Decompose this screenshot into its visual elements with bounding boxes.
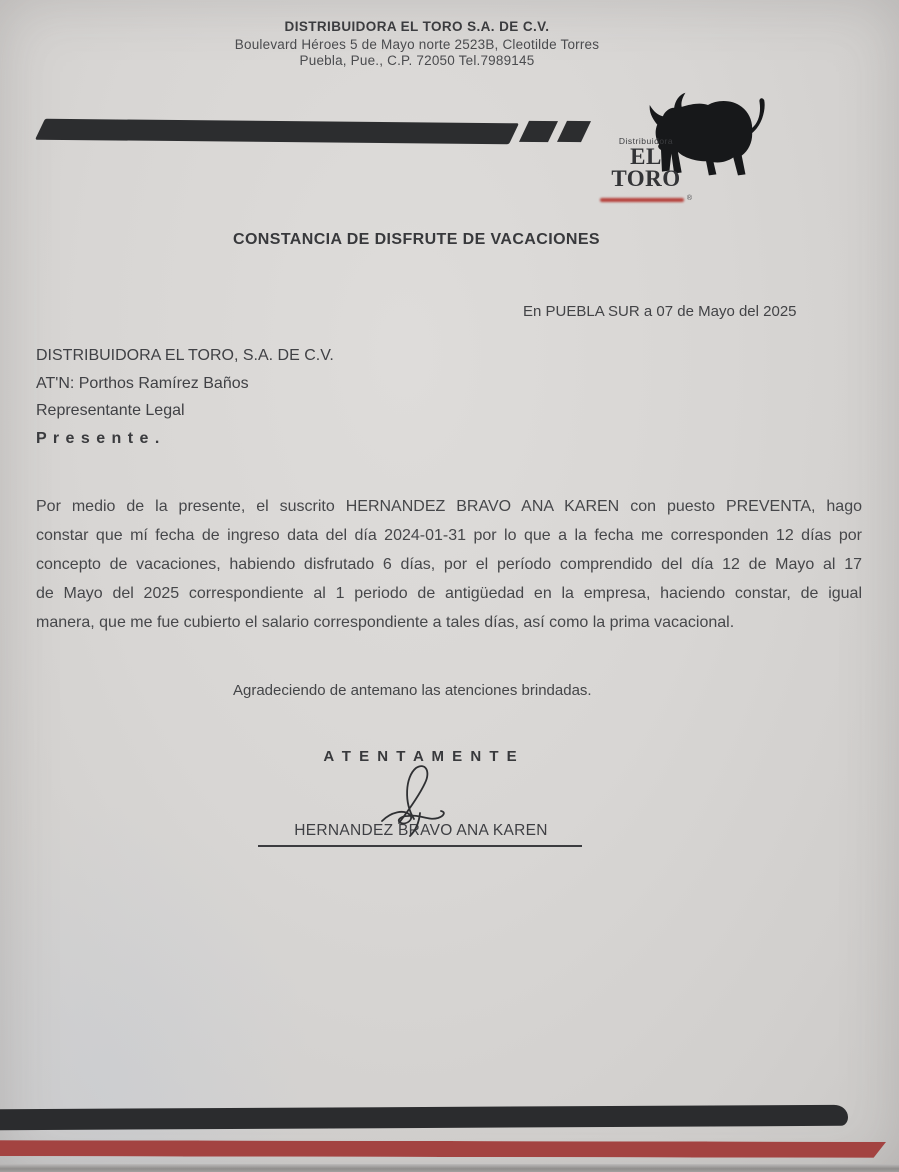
company-name: DISTRIBUIDORA EL TORO S.A. DE C.V. — [284, 19, 550, 34]
company-logo — [596, 86, 776, 203]
logo-distribuidora-label: Distribuidora — [618, 136, 674, 146]
body-line: manera, que me fue cubierto el salario correspondiente a tales días, así como la prima vacacional. — [36, 614, 735, 631]
recipient-salutation: P r e s e n t e . — [36, 429, 161, 447]
document-title: CONSTANCIA DE DISFRUTE DE VACACIONES — [233, 231, 601, 248]
recipient-role: Representante Legal — [36, 402, 185, 419]
recipient-attention: AT'N: Porthos Ramírez Baños — [36, 374, 249, 392]
body-line: concepto de vacaciones, habiendo disfrutado 6 días, por el período comprendido del día 12 de Mayo al 17 — [36, 556, 862, 573]
handwritten-signature — [378, 763, 456, 837]
logo-tagline-strip — [600, 198, 684, 202]
closing-thanks: Agradeciendo de antemano las atenciones brindadas. — [233, 682, 592, 699]
logo-tagline-row — [598, 190, 694, 208]
footer-stripe-black — [0, 1105, 848, 1130]
header-band-bar — [35, 119, 519, 144]
body-paragraph — [36, 492, 862, 637]
logo-wordmark — [598, 136, 694, 208]
photo-bottom-edge — [0, 1164, 899, 1172]
body-line: constar que mí fecha de ingreso data del día 2024-01-31 por lo que a la fecha me corresponden 12 días por — [36, 527, 862, 544]
company-address-line2: Puebla, Pue., C.P. 72050 Tel.7989145 — [299, 53, 535, 68]
body-line: Por medio de la presente, el suscrito HERNANDEZ BRAVO ANA KAREN con puesto PREVENTA, hago — [36, 498, 862, 515]
recipient-company: DISTRIBUIDORA EL TORO, S.A. DE C.V. — [36, 347, 334, 364]
closing-salutation: A T E N T A M E N T E — [323, 748, 519, 765]
date-line: En PUEBLA SUR a 07 de Mayo del 2025 — [523, 303, 797, 320]
letterhead — [0, 19, 840, 68]
body-line: de Mayo del 2025 correspondiente al 1 periodo de antigüedad en la empresa, haciendo constar, de igual — [36, 585, 862, 602]
company-address-line1: Boulevard Héroes 5 de Mayo norte 2523B, Cleotilde Torres — [234, 37, 600, 52]
footer-stripe-red — [0, 1140, 886, 1158]
signature-underline — [258, 845, 582, 847]
signature-block — [256, 748, 586, 850]
registered-mark: ® — [686, 195, 693, 203]
logo-el-toro-label: EL TORO — [611, 144, 681, 191]
header-band-chip — [557, 121, 591, 142]
header-band-chip — [519, 121, 558, 142]
signatory-name: HERNANDEZ BRAVO ANA KAREN — [294, 822, 548, 839]
recipient-block — [36, 342, 334, 452]
